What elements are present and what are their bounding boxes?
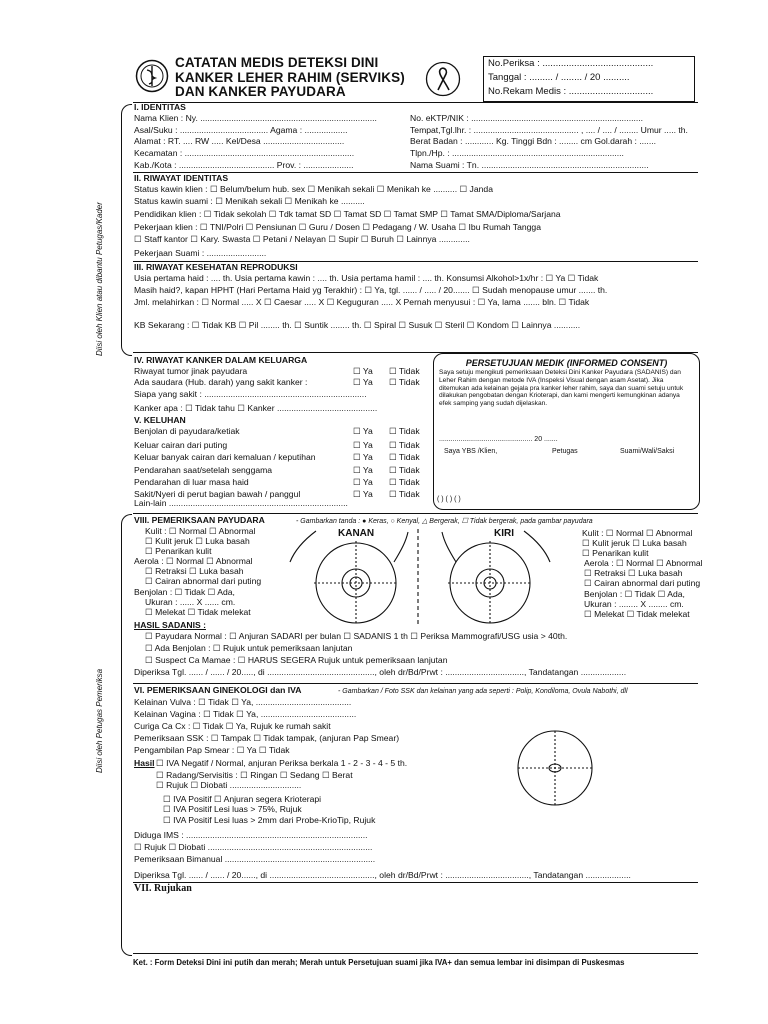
berat-badan-field[interactable]: Berat Badan : ............ Kg. Tinggi Bdn : ........ cm Gol.darah : .......	[410, 136, 656, 146]
keluhan-tidak[interactable]: ☐ Tidak	[389, 440, 420, 450]
kanan-aerola-2[interactable]: ☐ Retraksi ☐ Luka basah	[145, 566, 244, 576]
pap-smear-row[interactable]: Pengambilan Pap Smear : ☐ Ya ☐ Tidak	[134, 745, 290, 755]
signer-suami: Suami/Wali/Saksi	[620, 448, 675, 455]
usia-haid-row[interactable]: Usia pertama haid : .... th. Usia pertama kawin : .... th. Usia pertama hamil : .... th. Konsumsi Alkohol>1x/hr : ☐ Ya ☐ Tidak	[134, 273, 599, 283]
saudara-kanker-ya[interactable]: ☐ Ya	[353, 377, 373, 387]
kiri-melekat[interactable]: ☐ Melekat ☐ Tidak melekat	[584, 609, 690, 619]
keluhan-row: Benjolan di payudara/ketiak	[134, 426, 240, 436]
divider	[133, 513, 698, 514]
payudara-heading: VIII. PEMERIKSAAN PAYUDARA	[134, 515, 265, 525]
pekerjaan-row[interactable]: Pekerjaan klien : ☐ TNI/Polri ☐ Pensiunan ☐ Guru / Dosen ☐ Pedagang / W. Usaha ☐ Ibu Rumah Tangga	[134, 222, 541, 232]
iva-positif-75-row[interactable]: ☐ IVA Positif Lesi luas > 75%, Rujuk	[163, 804, 302, 814]
saudara-kanker-tidak[interactable]: ☐ Tidak	[389, 377, 420, 387]
signature-brackets[interactable]: ( ) ( ) ( )	[437, 496, 461, 503]
section-brace-bottom	[121, 514, 132, 956]
kiri-kulit[interactable]: Kulit : ☐ Normal ☐ Abnormal	[582, 528, 693, 538]
side-label-client: Diisi oleh Klien atau dibantu Petugas/Kader	[95, 202, 104, 356]
hpht-row[interactable]: Masih haid?, kapan HPHT (Hari Pertama Haid yg Terakhir) : ☐ Ya, tgl. ...... / ..... / 20....... ☐ Sudah menopause umur ....... th.	[134, 285, 608, 295]
hasil-sadanis-heading: HASIL SADANIS :	[134, 620, 206, 630]
awareness-ribbon-icon	[425, 60, 461, 98]
footer-note: Ket. : Form Deteksi Dini ini putih dan merah; Merah untuk Persetujuan suami jika IVA+ dan semua lembar ini disimpan di Puskesmas	[133, 958, 625, 967]
kiri-kulit-3[interactable]: ☐ Penarikan kulit	[582, 548, 649, 558]
divider	[133, 882, 698, 883]
kanker-apa-field[interactable]: Kanker apa : ☐ Tidak tahu ☐ Kanker ..........................................	[134, 403, 378, 413]
title-line-2: KANKER LEHER RAHIM (SERVIKS)	[175, 69, 405, 85]
riwayat-identitas-heading: II. RIWAYAT IDENTITAS	[134, 173, 229, 183]
riwayat-kanker-heading: IV. RIWAYAT KANKER DALAM KELUARGA	[134, 355, 308, 365]
hasil-sadanis-suspect[interactable]: ☐ Suspect Ca Mamae : ☐ HARUS SEGERA Rujuk untuk pemeriksaan lanjutan	[145, 655, 448, 665]
ginekologi-heading: VI. PEMERIKSAAN GINEKOLOGI dan IVA	[134, 685, 302, 695]
signer-klien: Saya YBS /Klien,	[444, 448, 498, 455]
keluhan-tidak[interactable]: ☐ Tidak	[389, 489, 420, 499]
keluhan-row: Pendarahan di luar masa haid	[134, 477, 249, 487]
kiri-aerola-3[interactable]: ☐ Cairan abnormal dari puting	[584, 578, 701, 588]
hasil-sadanis-benjolan[interactable]: ☐ Ada Benjolan : ☐ Rujuk untuk pemeriksaan lanjutan	[145, 643, 353, 653]
divider	[133, 953, 698, 954]
keluhan-tidak[interactable]: ☐ Tidak	[389, 477, 420, 487]
ttl-field[interactable]: Tempat,Tgl.lhr. : ............................................ , .... / .... / ........ Umur ..... th.	[410, 124, 688, 135]
cervix-diagram[interactable]	[500, 728, 610, 808]
form-header	[130, 56, 695, 102]
keluhan-row: Pendarahan saat/setelah senggama	[134, 465, 273, 475]
tumor-jinak-ya[interactable]: ☐ Ya	[353, 366, 373, 376]
keluhan-heading: V. KELUHAN	[134, 415, 186, 425]
kanan-benjolan[interactable]: Benjolan : ☐ Tidak ☐ Ada,	[134, 587, 235, 597]
tanggal-field[interactable]: Tanggal : ......... / ........ / 20 ..........	[488, 72, 630, 83]
rujukan-area[interactable]	[133, 896, 698, 950]
kanan-ukuran[interactable]: Ukuran : ...... X ...... cm.	[145, 597, 236, 607]
kanan-aerola[interactable]: Aerola : ☐ Normal ☐ Abnormal	[134, 556, 253, 566]
keluhan-ya[interactable]: ☐ Ya	[353, 489, 373, 499]
hasil-sadanis-normal[interactable]: ☐ Payudara Normal : ☐ Anjuran SADARI per bulan ☐ SADANIS 1 th ☐ Periksa Mammografi/USG usia > 40th.	[145, 631, 568, 641]
rujukan-heading: VII. Rujukan	[134, 883, 192, 894]
kab-kota-field[interactable]: Kab./Kota : ........................................ Prov. : .....................	[134, 160, 354, 170]
signer-petugas: Petugas	[552, 448, 578, 455]
bimanual-field[interactable]: Pemeriksaan Bimanual ...............................................................	[134, 854, 376, 864]
keluhan-ya[interactable]: ☐ Ya	[353, 465, 373, 475]
kanan-kulit[interactable]: Kulit : ☐ Normal ☐ Abnormal	[145, 526, 256, 536]
consent-title: PERSETUJUAN MEDIK (INFORMED CONSENT)	[465, 358, 668, 368]
kb-row[interactable]: KB Sekarang : ☐ Tidak KB ☐ Pil ........ th. ☐ Suntik ........ th. ☐ Spiral ☐ Susuk ☐ Steril ☐ Kondom ☐ Lainnya ...........	[134, 320, 581, 330]
saudara-kanker-row: Ada saudara (Hub. darah) yang sakit kanker :	[134, 377, 308, 387]
keluhan-row: Keluar cairan dari puting	[134, 440, 228, 450]
keluhan-ya[interactable]: ☐ Ya	[353, 477, 373, 487]
asal-suku-field[interactable]: Asal/Suku : ..................................... Agama : ..................	[134, 124, 348, 135]
pemeriksaan-ssk-row[interactable]: Pemeriksaan SSK : ☐ Tampak ☐ Tidak tampak, (anjuran Pap Smear)	[134, 733, 400, 743]
identitas-heading: I. IDENTITAS	[134, 102, 186, 112]
section-brace-top	[121, 104, 132, 356]
radang-rujuk-row[interactable]: ☐ Rujuk ☐ Diobati ..............................	[156, 780, 302, 790]
payudara-diperiksa-row[interactable]: Diperiksa Tgl. ...... / ...... / 20....., di ............................................., oleh dr/Bd/Prwt : ................................., Tandatangan ...................	[134, 667, 627, 677]
kanan-kulit-3[interactable]: ☐ Penarikan kulit	[145, 546, 212, 556]
keluhan-ya[interactable]: ☐ Ya	[353, 452, 373, 462]
kanan-kulit-2[interactable]: ☐ Kulit jeruk ☐ Luka basah	[145, 536, 250, 546]
title-line-3: DAN KANKER PAYUDARA	[175, 84, 346, 99]
divider	[133, 102, 698, 103]
nik-field[interactable]: No. eKTP/NIK : ........................................................................	[410, 113, 644, 123]
kanan-melekat[interactable]: ☐ Melekat ☐ Tidak melekat	[145, 607, 251, 617]
payudara-legend: - Gambarkan tanda : ● Keras, ○ Kenyal, △ Bergerak, ☐ Tidak bergerak, pada gambar payudara	[296, 518, 593, 525]
no-rekam-medis-field[interactable]: No.Rekam Medis : ................................	[488, 86, 654, 97]
nama-suami-field[interactable]: Nama Suami : Tn. ......................................................................	[410, 160, 649, 170]
telepon-field[interactable]: Tlpn./Hp. : ........................................................................	[410, 148, 624, 158]
iva-negatif-row[interactable]: ☐ IVA Negatif / Normal, anjuran Periksa berkala 1 - 2 - 3 - 4 - 5 th.	[156, 758, 408, 768]
kiri-label: KIRI	[494, 528, 514, 539]
keluhan-row: Sakit/Nyeri di perut bagian bawah / panggul	[134, 489, 301, 499]
kiri-benjolan[interactable]: Benjolan : ☐ Tidak ☐ Ada,	[584, 589, 685, 599]
keluhan-tidak[interactable]: ☐ Tidak	[389, 426, 420, 436]
hasil-iva-label: Hasil	[134, 758, 155, 768]
kiri-aerola[interactable]: Aerola : ☐ Normal ☐ Abnormal	[584, 558, 703, 568]
tumor-jinak-row: Riwayat tumor jinak payudara	[134, 366, 248, 376]
tumor-jinak-tidak[interactable]: ☐ Tidak	[389, 366, 420, 376]
keluhan-tidak[interactable]: ☐ Tidak	[389, 452, 420, 462]
radang-row[interactable]: ☐ Radang/Servisitis : ☐ Ringan ☐ Sedang ☐ Berat	[156, 770, 353, 780]
consent-text: Saya setuju mengikuti pemeriksaan Deteksi Dini Kanker Payudara (SADANIS) dan Leher Rahim dengan metode IVA (Inspeksi Visual dengan asam Asetat). Jika ditemukan ada kelainan gejala pra kanker leher rahim, saya dan suami setuju untuk dilakukan pengobatan dengan Krioterapi, dan kami mengerti kemungkinan adanya efek samping yang sudah dijelaskan.	[439, 369, 684, 408]
keluhan-row: Keluar banyak cairan dari kemaluan / keputihan	[134, 452, 316, 462]
side-label-examiner: Diisi oleh Petugas Pemeriksa	[95, 668, 104, 773]
kiri-kulit-2[interactable]: ☐ Kulit jeruk ☐ Luka basah	[582, 538, 687, 548]
kiri-aerola-2[interactable]: ☐ Retraksi ☐ Luka basah	[584, 568, 683, 578]
melahirkan-row[interactable]: Jml. melahirkan : ☐ Normal ..... X ☐ Caesar ..... X ☐ Keguguran ..... X Pernah menyusui : ☐ Ya, lama ....... bln. ☐ Tidak	[134, 297, 590, 307]
kelainan-vagina-row[interactable]: Kelainan Vagina : ☐ Tidak ☐ Ya, ........................................	[134, 709, 357, 719]
keluhan-ya[interactable]: ☐ Ya	[353, 440, 373, 450]
curiga-cacx-row[interactable]: Curiga Ca Cx : ☐ Tidak ☐ Ya, Rujuk ke rumah sakit	[134, 721, 331, 731]
ginekologi-legend: - Gambarkan / Foto SSK dan kelainan yang ada seperti : Polip, Kondiloma, Ovula Nabothi, dll	[338, 688, 628, 695]
record-id-box	[483, 56, 695, 102]
consent-date-field[interactable]: ................................................ 20 .......	[439, 436, 558, 443]
kanan-label: KANAN	[338, 528, 375, 539]
iva-positif-2mm-row[interactable]: ☐ IVA Positif Lesi luas > 2mm dari Probe-KrioTip, Rujuk	[163, 815, 376, 825]
pendidikan-row[interactable]: Pendidikan klien : ☐ Tidak sekolah ☐ Tdk tamat SD ☐ Tamat SD ☐ Tamat SMP ☐ Tamat SMA/Diploma/Sarjana	[134, 209, 561, 219]
diduga-ims-field[interactable]: Diduga IMS : ............................................................................	[134, 830, 368, 840]
kanan-aerola-3[interactable]: ☐ Cairan abnormal dari puting	[145, 576, 262, 586]
lain-lain-field[interactable]: Lain-lain ...........................................................................	[134, 498, 348, 508]
kelainan-vulva-row[interactable]: Kelainan Vulva : ☐ Tidak ☐ Ya, ........................................	[134, 697, 352, 707]
ginekologi-diperiksa-row[interactable]: Diperiksa Tgl. ...... / ...... / 20......, di ............................................, oleh dr/Bd/Prwt : ..................................., Tandatangan ...................	[134, 870, 631, 880]
pekerjaan-row-2[interactable]: ☐ Staff kantor ☐ Kary. Swasta ☐ Petani / Nelayan ☐ Supir ☐ Buruh ☐ Lainnya .............	[134, 234, 470, 244]
kiri-ukuran[interactable]: Ukuran : ........ X ........ cm.	[584, 599, 684, 609]
title-line-1: CATATAN MEDIS DETEKSI DINI	[175, 55, 379, 70]
health-ministry-logo-icon	[135, 59, 169, 93]
siapa-sakit-field[interactable]: Siapa yang sakit : ....................................................................	[134, 389, 367, 399]
alamat-field[interactable]: Alamat : RT. .... RW ..... Kel/Desa ..................................	[134, 136, 345, 146]
pekerjaan-suami-field[interactable]: Pekerjaan Suami : .........................	[134, 248, 267, 258]
keluhan-ya[interactable]: ☐ Ya	[353, 426, 373, 436]
informed-consent-box	[433, 353, 700, 510]
form-title	[175, 56, 405, 100]
keluhan-tidak[interactable]: ☐ Tidak	[389, 465, 420, 475]
breast-diagram[interactable]	[286, 527, 566, 627]
kecamatan-field[interactable]: Kecamatan : .......................................................................	[134, 148, 355, 158]
status-kawin-klien-row[interactable]: Status kawin klien : ☐ Belum/belum hub. sex ☐ Menikah sekali ☐ Menikah ke .......... ☐ Janda	[134, 184, 493, 194]
no-periksa-field[interactable]: No.Periksa : ..........................................	[488, 58, 654, 69]
ims-rujuk-row[interactable]: ☐ Rujuk ☐ Diobati .....................................................................	[134, 842, 373, 852]
divider	[133, 683, 698, 684]
reproduksi-heading: III. RIWAYAT KESEHATAN REPRODUKSI	[134, 262, 298, 272]
iva-positif-row[interactable]: ☐ IVA Positif ☐ Anjuran segera Krioterapi	[163, 794, 322, 804]
nama-klien-field[interactable]: Nama Klien : Ny. ..........................................................................	[134, 113, 377, 123]
status-kawin-suami-row[interactable]: Status kawin suami : ☐ Menikah sekali ☐ Menikah ke ..........	[134, 196, 365, 206]
